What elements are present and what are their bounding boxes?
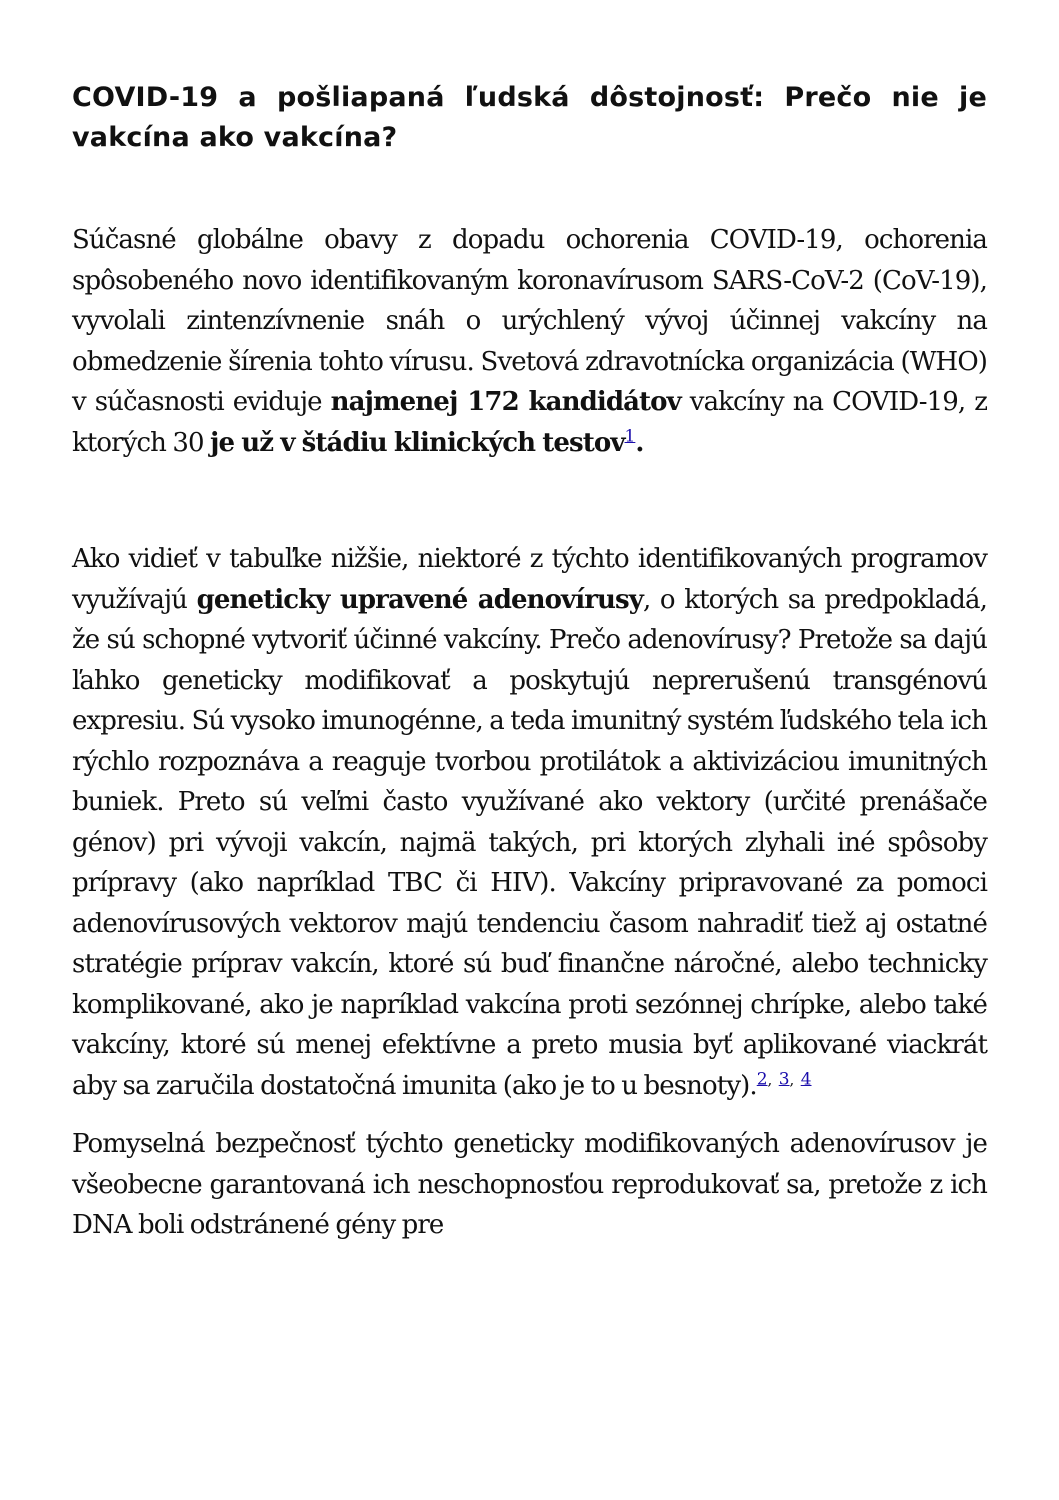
paragraph-adenoviruses xyxy=(72,539,987,1106)
paragraph-text: Ako vidieť v tabuľke nižšie, niektoré z týchto identifikovaných programov využívajú xyxy=(72,544,987,615)
paragraph-text: , o ktorých sa predpokladá, že sú schopné vytvoriť účinné vakcíny. Prečo adenovírusy? Pretože sa dajú ľahko geneticky modifikovať a poskytujú neprerušenú transgénovú expresiu. Sú vysoko imunogénne, a teda imunitný systém ľudského tela ich rýchlo rozpoznáva a reaguje tvorbou protilátok a aktivizáciou imunitných buniek. Preto sú veľmi často využívané ako vektory (určité prenášače génov) pri vývoji vakcín, najmä takých, pri ktorých zlyhali iné spôsoby prípravy (ako napríklad TBC či HIV). Vakcíny pripravované za pomoci adenovírusových vektorov majú tendenciu časom nahradiť tiež aj ostatné stratégie príprav vakcín, ktoré sú buď finančne náročné, alebo technicky komplikované, ako je napríklad vakcína proti sezónnej chrípke, alebo také vakcíny, ktoré sú menej efektívne a preto musia byť aplikované viackrát aby sa zaručila dostatočná imunita (ako je to u besnoty). xyxy=(72,584,987,1101)
document-page xyxy=(72,78,987,1246)
document-title: COVID-19 a pošliapaná ľudská dôstojnosť: Prečo nie je vakcína ako vakcína? xyxy=(72,82,987,153)
footnote-link-2[interactable]: 2 xyxy=(756,1068,768,1089)
bold-candidates-count: najmenej 172 kandidátov xyxy=(330,387,681,417)
paragraph-safety: Pomyselná bezpečnosť týchto geneticky modifikovaných adenovírusov je všeobecne garantovaná ich neschopnosťou reprodukovať sa, pretože z ich DNA boli odstránené gény pre xyxy=(72,1129,987,1240)
paragraph-text: Súčasné globálne obavy z dopadu ochorenia COVID-19, ochorenia spôsobeného novo identifikovaným koronavírusom SARS-CoV-2 (CoV-19), vyvolali zintenzívnenie snáh o urýchlený vývoj účinnej vakcíny na obmedzenie šírenia tohto vírusu. Svetová zdravotnícka organizácia (WHO) v súčasnosti eviduje xyxy=(72,225,987,417)
footnote-separator: , xyxy=(789,1069,795,1088)
footnote-separator: , xyxy=(767,1069,773,1088)
paragraph-text: vakcíny na COVID-19, z ktorých 30 xyxy=(72,387,988,458)
paragraph-intro xyxy=(72,220,987,463)
bold-clinical-trials: je už v štádiu klinických testov xyxy=(210,427,625,458)
bold-period: . xyxy=(635,427,644,458)
footnote-link-3[interactable]: 3 xyxy=(778,1068,790,1089)
footnote-link-4[interactable]: 4 xyxy=(800,1068,812,1089)
footnote-link-1[interactable]: 1 xyxy=(624,425,636,446)
bold-adenoviruses: geneticky upravené adenovírusy xyxy=(196,584,643,615)
